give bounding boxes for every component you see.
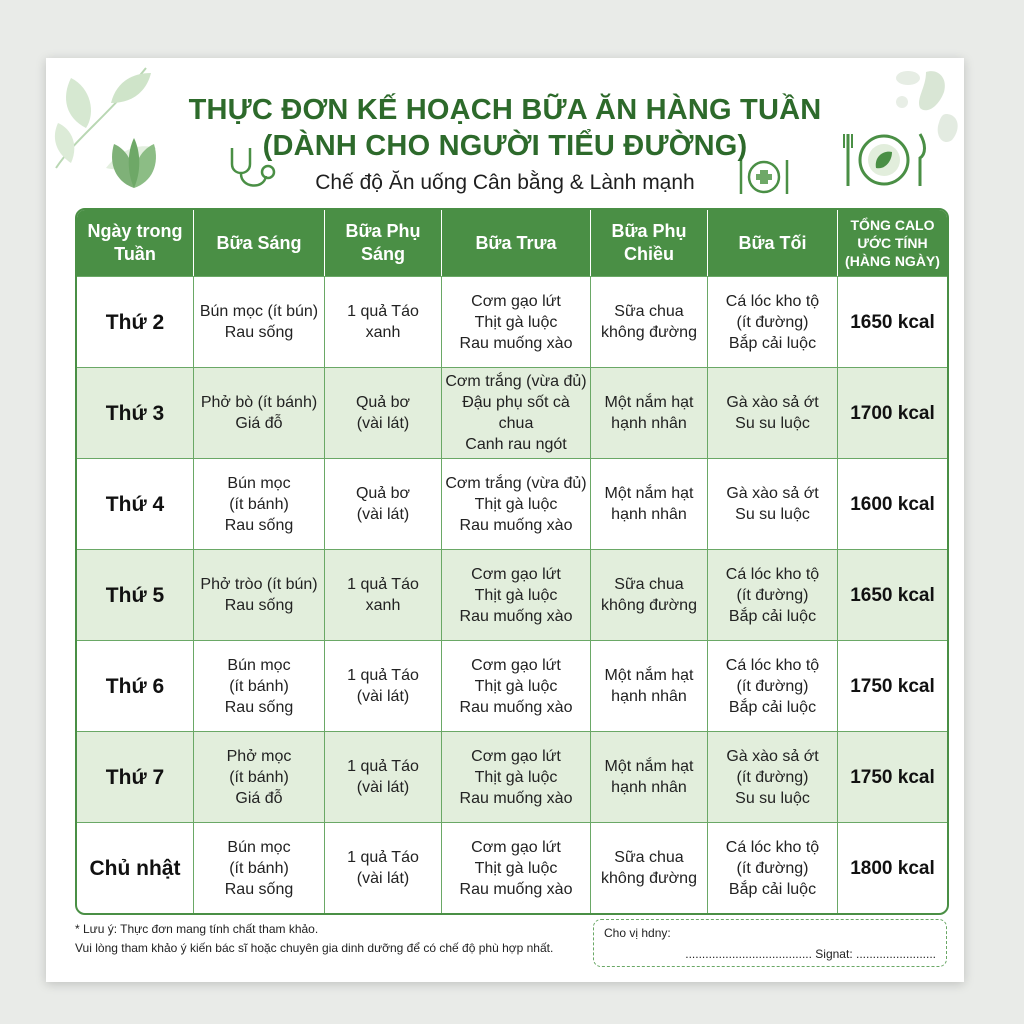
cell-line: Rau muống xào — [459, 607, 573, 625]
footer-note-line2: Vui lòng tham khảo ý kiến bác sĩ hoặc chuyên gia dinh dưỡng để có chế độ phù hợp nhất. — [75, 941, 554, 955]
cell-line: Bún mọc — [227, 838, 291, 856]
cell-line: Quả bơ — [355, 485, 411, 502]
cell-line: Bắp cải luộc — [728, 607, 817, 625]
cell-line: (vài lát) — [356, 688, 410, 705]
footer-note — [75, 920, 615, 958]
cell-line: Cơm gạo lứt — [471, 747, 561, 765]
table-row — [77, 640, 947, 731]
lunch-cell — [442, 640, 591, 731]
cell-line: Su su luộc — [735, 506, 810, 523]
cell-line: Cá lóc kho tộ — [725, 656, 820, 674]
cell-line: Rau muống xào — [459, 334, 573, 352]
meal-plan-table-body — [77, 276, 947, 913]
morning-snack-cell — [325, 640, 442, 731]
cell-line: 1 quả Táo — [347, 849, 419, 866]
calories-cell: 1700 kcal — [838, 367, 947, 458]
cell-line: Canh rau ngót — [465, 436, 567, 453]
dinner-cell — [708, 276, 838, 367]
header-line: Bữa Tối — [738, 232, 807, 253]
cell-line: Thịt gà luộc — [474, 586, 558, 604]
page-title: THỰC ĐƠN KẾ HOẠCH BỮA ĂN HÀNG TUẦN — [188, 94, 822, 126]
header-line: Bữa Phụ — [345, 221, 421, 241]
header-line: Chiều — [623, 244, 674, 264]
cell-line: hạnh nhân — [611, 688, 687, 705]
cell-line: Rau sống — [224, 324, 294, 341]
cell-line: Thịt gà luộc — [474, 313, 558, 331]
cell-line: Cá lóc kho tộ — [725, 565, 820, 583]
cell-line: Gà xào sả ớt — [726, 485, 819, 502]
dinner-cell — [708, 549, 838, 640]
cell-line: Một nắm hạt — [604, 758, 694, 775]
breakfast-cell — [194, 549, 325, 640]
morning-snack-cell — [325, 822, 442, 913]
lunch-cell — [442, 367, 591, 458]
cell-line: (ít bánh) — [229, 859, 289, 877]
column-header-lunch — [442, 210, 591, 276]
dinner-cell — [708, 640, 838, 731]
dinner-cell — [708, 458, 838, 549]
cell-line: không đường — [601, 870, 697, 887]
cell-line: Su su luộc — [735, 415, 810, 432]
meal-plan-table — [75, 208, 949, 915]
morning-snack-cell — [325, 367, 442, 458]
lunch-cell — [442, 822, 591, 913]
day-cell: Thứ 4 — [77, 458, 194, 549]
cell-line: (vài lát) — [356, 415, 410, 432]
table-row — [77, 549, 947, 640]
header-line: Ngày trong — [87, 221, 183, 241]
afternoon-snack-cell — [591, 458, 708, 549]
lunch-cell — [442, 731, 591, 822]
header-line: Bữa Sáng — [216, 232, 302, 253]
day-cell: Thứ 6 — [77, 640, 194, 731]
cell-line: Rau muống xào — [459, 789, 573, 807]
cell-line: (ít bánh) — [229, 768, 289, 786]
cell-line: Rau sống — [224, 698, 294, 716]
column-header-afternoon-snack — [591, 210, 708, 276]
cell-line: (ít bánh) — [229, 677, 289, 695]
cell-line: Cá lóc kho tộ — [725, 292, 820, 310]
afternoon-snack-cell — [591, 640, 708, 731]
breakfast-cell — [194, 731, 325, 822]
cell-line: Thịt gà luộc — [474, 768, 558, 786]
cell-line: 1 quả Táo — [347, 667, 419, 684]
cell-line: Rau muống xào — [459, 516, 573, 534]
cell-line: Bún mọc — [227, 474, 291, 492]
calories-cell: 1800 kcal — [838, 822, 947, 913]
header-line: ƯỚC TÍNH — [857, 235, 928, 251]
cell-line: Rau sống — [224, 880, 294, 898]
cell-line: xanh — [365, 597, 401, 614]
cell-line: Bắp cải luộc — [728, 698, 817, 716]
cell-line: (ít bánh) — [229, 495, 289, 513]
cell-line: Giá đỗ — [235, 789, 283, 807]
morning-snack-cell — [325, 549, 442, 640]
lunch-cell — [442, 549, 591, 640]
calories-cell: 1650 kcal — [838, 549, 947, 640]
column-header-dinner — [708, 210, 838, 276]
cell-line: Đậu phụ sốt cà chua — [462, 394, 570, 432]
table-row — [77, 822, 947, 913]
cell-line: (ít đường) — [736, 677, 809, 695]
calories-cell: 1750 kcal — [838, 640, 947, 731]
cell-line: (ít đường) — [736, 586, 809, 604]
afternoon-snack-cell — [591, 367, 708, 458]
lunch-cell — [442, 276, 591, 367]
cell-line: hạnh nhân — [611, 779, 687, 796]
breakfast-cell — [194, 276, 325, 367]
day-cell: Thứ 5 — [77, 549, 194, 640]
dinner-cell — [708, 822, 838, 913]
cell-line: 1 quả Táo — [347, 758, 419, 775]
column-header-breakfast — [194, 210, 325, 276]
cell-line: Cơm gạo lứt — [471, 565, 561, 583]
cell-line: (ít đường) — [736, 313, 809, 331]
signature-label: Cho vị hdny: — [604, 926, 671, 940]
cell-line: 1 quả Táo — [347, 303, 419, 320]
header-line: Bữa Phụ — [611, 221, 687, 241]
cell-line: Bắp cải luộc — [728, 334, 817, 352]
cell-line: (vài lát) — [356, 779, 410, 796]
morning-snack-cell — [325, 276, 442, 367]
cell-line: không đường — [601, 324, 697, 341]
cell-line: Giá đỗ — [235, 415, 283, 432]
breakfast-cell — [194, 367, 325, 458]
day-cell: Thứ 3 — [77, 367, 194, 458]
page-title-subline: (DÀNH CHO NGƯỜI TIỂU ĐƯỜNG) — [262, 130, 748, 162]
table-header-row — [77, 210, 947, 276]
header-line: TỔNG CALO — [850, 217, 935, 233]
cell-line: Sữa chua — [614, 303, 684, 320]
calories-cell: 1750 kcal — [838, 731, 947, 822]
cell-line: (vài lát) — [356, 870, 410, 887]
cell-line: Bún mọc — [227, 656, 291, 674]
afternoon-snack-cell — [591, 276, 708, 367]
table-row — [77, 731, 947, 822]
dinner-cell — [708, 367, 838, 458]
morning-snack-cell — [325, 731, 442, 822]
cell-line: (ít đường) — [736, 768, 809, 786]
calories-cell: 1650 kcal — [838, 276, 947, 367]
cell-line: (vài lát) — [356, 506, 410, 523]
cell-line: Cơm trắng (vừa đủ) — [445, 373, 587, 390]
day-cell: Chủ nhật — [77, 822, 194, 913]
cell-line: Cơm trắng (vừa đủ) — [445, 474, 587, 492]
afternoon-snack-cell — [591, 731, 708, 822]
cell-line: Phở bò (ít bánh) — [200, 394, 318, 411]
morning-snack-cell — [325, 458, 442, 549]
footer-note-line1: * Lưu ý: Thực đơn mang tính chất tham khảo. — [75, 922, 319, 936]
cell-line: Thịt gà luộc — [474, 859, 558, 877]
day-cell: Thứ 2 — [77, 276, 194, 367]
cell-line: Rau sống — [224, 597, 294, 614]
header-line: Bữa Trưa — [475, 232, 557, 253]
cell-line: Rau sống — [224, 516, 294, 534]
cell-line: 1 quả Táo — [347, 576, 419, 593]
cell-line: không đường — [601, 597, 697, 614]
cell-line: Bắp cải luộc — [728, 880, 817, 898]
cell-line: Gà xào sả ớt — [726, 394, 819, 411]
cell-line: Cơm gạo lứt — [471, 656, 561, 674]
cell-line: Sữa chua — [614, 576, 684, 593]
cell-line: Quả bơ — [355, 394, 411, 411]
cell-line: Phở mọc — [226, 747, 292, 765]
cell-line: Gà xào sả ớt — [726, 747, 819, 765]
cell-line: Cơm gạo lứt — [471, 838, 561, 856]
breakfast-cell — [194, 822, 325, 913]
cell-line: Một nắm hạt — [604, 485, 694, 502]
cell-line: Một nắm hạt — [604, 667, 694, 684]
signature-box — [593, 919, 947, 967]
meal-plan-sheet — [46, 58, 964, 982]
cell-line: hạnh nhân — [611, 506, 687, 523]
cell-line: Một nắm hạt — [604, 394, 694, 411]
cell-line: (ít đường) — [736, 859, 809, 877]
table-row — [77, 458, 947, 549]
column-header-day — [77, 210, 194, 276]
header-line: Sáng — [360, 244, 405, 264]
cell-line: Phở tròo (ít bún) — [200, 576, 318, 593]
column-header-calories — [838, 210, 947, 276]
cell-line: Thịt gà luộc — [474, 677, 558, 695]
table-row — [77, 276, 947, 367]
signature-line: ...................................... Signat: ........................ — [685, 947, 936, 961]
cell-line: Rau muống xào — [459, 698, 573, 716]
calories-cell: 1600 kcal — [838, 458, 947, 549]
breakfast-cell — [194, 640, 325, 731]
table-row — [77, 367, 947, 458]
cell-line: Sữa chua — [614, 849, 684, 866]
cell-line: Cá lóc kho tộ — [725, 838, 820, 856]
breakfast-cell — [194, 458, 325, 549]
cell-line: Bún mọc (ít bún) — [199, 303, 319, 320]
cell-line: Su su luộc — [735, 789, 810, 807]
afternoon-snack-cell — [591, 549, 708, 640]
dinner-cell — [708, 731, 838, 822]
column-header-morning-snack — [325, 210, 442, 276]
cell-line: xanh — [365, 324, 401, 341]
afternoon-snack-cell — [591, 822, 708, 913]
page-subtitle: Chế độ Ăn uống Cân bằng & Lành mạnh — [315, 171, 695, 194]
cell-line: Cơm gạo lứt — [471, 292, 561, 310]
lunch-cell — [442, 458, 591, 549]
cell-line: Thịt gà luộc — [474, 495, 558, 513]
day-cell: Thứ 7 — [77, 731, 194, 822]
cell-line: Rau muống xào — [459, 880, 573, 898]
header-line: Tuần — [114, 244, 156, 264]
header-line: (HÀNG NGÀY) — [845, 253, 940, 269]
cell-line: hạnh nhân — [611, 415, 687, 432]
